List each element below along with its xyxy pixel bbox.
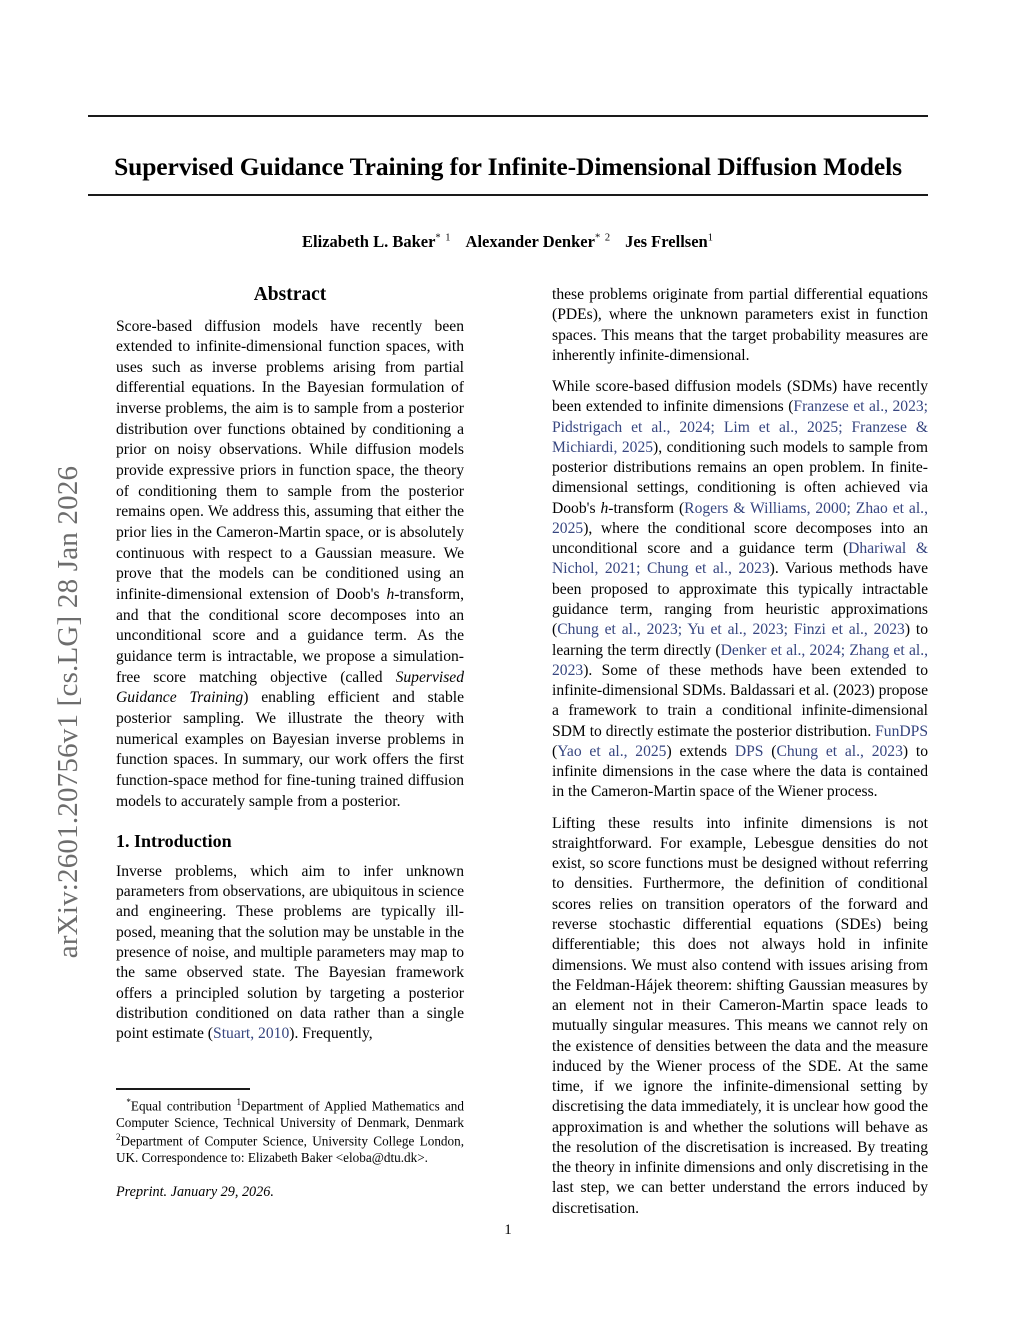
paper-page	[88, 0, 928, 1325]
footnote-text: *Equal contribution $^1$Department of Applied Mathematics and Computer Science, Technical University of Denmark, Denmark $^2$Department of Computer Science, University College London, UK. Correspondence to: Elizabeth Baker <eloba@dtu.dk>.	[116, 1096, 464, 1166]
author-name: Jes Frellsen	[625, 232, 708, 251]
right-column-paragraph: these problems originate from partial differential equations (PDEs), where the unknown parameters exist in function spaces. This means that the target probability measures are inherently infinite-dimensional.	[552, 286, 928, 364]
title-rule-bottom	[88, 194, 928, 196]
footnote-rule	[116, 1088, 250, 1090]
author-entry	[302, 232, 452, 251]
right-column-paragraph: Lifting these results into infinite dimensions is not straightforward. For example, Lebesgue densities do not exist, so score functions must be designed without referring to densities. Furthermore, the definition of conditional scores relies on transition operators of the forward and reverse stochastic differential equations (SDEs) being differentiable; this does not always hold in infinite dimensions. We must also contend with issues arising from the Feldman-Hájek theorem: shifting Gaussian measures by an element not in their Cameron-Martin space leads to mutually singular measures. This means we cannot rely on the existence of densities between the data and the measure induced by the Wiener process of the SDE. At the same time, if we ignore the infinite-dimensional setting by discretising the data immediately, it is unclear how good the approximation is and whether the solutions will behave as the resolution of the discretisation is increased. By treating the theory in infinite dimensions and only discretising in the last step, we can better understand the errors induced by discretisation.	[552, 814, 928, 1217]
title-rule-top	[88, 115, 928, 117]
author-marks: 1	[707, 232, 714, 244]
author-list	[88, 232, 928, 252]
author-marks: * 2	[594, 232, 612, 244]
preprint-line: Preprint. January 29, 2026.	[116, 1183, 274, 1200]
author-entry	[625, 232, 714, 251]
author-name: Elizabeth L. Baker	[302, 232, 436, 251]
page-number: 1	[504, 1222, 512, 1238]
author-marks: * 1	[435, 232, 452, 244]
abstract-heading: Abstract	[253, 284, 327, 305]
arxiv-stamp: arXiv:2601.20756v1 [cs.LG] 28 Jan 2026	[52, 465, 84, 959]
author-entry	[466, 232, 612, 251]
right-column-paragraph: While score-based diffusion models (SDMs) have recently been extended to infinite dimensions (Franzese et al., 2023; Pidstrigach et al., 2024; Lim et al., 2025; Franzese & Michiardi, 2025), conditioning such models to sample from posterior distributions remains an open problem. In finite-dimensional settings, conditioning is often achieved via Doob's h-transform (Rogers & Williams, 2000; Zhao et al., 2025), where the conditional score decomposes into an unconditional score and a guidance term (Dhariwal & Nichol, 2021; Chung et al., 2023). Various methods have been proposed to approximate this typically intractable guidance term, ranging from heuristic approximations (Chung et al., 2023; Yu et al., 2023; Finzi et al., 2023) to learning the term directly (Denker et al., 2024; Zhang et al., 2023). Some of these methods have been extended to infinite-dimensional SDMs. Baldassari et al. (2023) propose a framework to train a conditional infinite-dimensional SDM to directly estimate the posterior distribution. FunDPS (Yao et al., 2025) extends DPS (Chung et al., 2023) to infinite dimensions in the case where the data is contained in the Cameron-Martin space of the Wiener process.	[552, 378, 929, 801]
footnote-block	[116, 1088, 464, 1201]
right-column	[552, 285, 928, 1230]
page-title: Supervised Guidance Training for Infinite-Dimensional Diffusion Models	[114, 152, 902, 182]
introduction-paragraph: Inverse problems, which aim to infer unknown parameters from observations, are ubiquitous in science and engineering. These problems are typically ill-posed, meaning that the solution may be unstable in the presence of noise, and multiple parameters may map to the same observed state. The Bayesian framework offers a principled solution by targeting a posterior distribution conditioned on data rather than a single point estimate (Stuart, 2010). Frequently,	[116, 862, 464, 1043]
abstract-body	[116, 317, 464, 813]
section-heading-introduction: 1. Introduction	[116, 831, 232, 852]
left-column	[116, 285, 464, 1055]
author-name: Alexander Denker	[465, 232, 595, 251]
abstract-paragraph: Score-based diffusion models have recently been extended to infinite-dimensional function spaces, with uses such as inverse problems arising from partial differential equations. In the Bayesian formulation of inverse problems, the aim is to sample from a posterior distribution over functions obtained by conditioning a prior on noisy observations. While diffusion models provide expressive priors in function space, the theory of conditioning them to sample from the posterior remains open. We address this, assuming that either the prior lies in the Cameron-Martin space, or is absolutely continuous with respect to a Gaussian measure. We prove that the models can be conditioned using an infinite-dimensional extension of Doob's h-transform, and that the conditional score decomposes into an unconditional score and a guidance term. As the guidance term is intractable, we propose a simulation-free score matching objective (called Supervised Guidance Training) enabling efficient and stable posterior sampling. We illustrate the theory with numerical examples on Bayesian inverse problems in function spaces. In summary, our work offers the first function-space method for fine-tuning trained diffusion models to accurately sample from a posterior.	[116, 317, 464, 810]
